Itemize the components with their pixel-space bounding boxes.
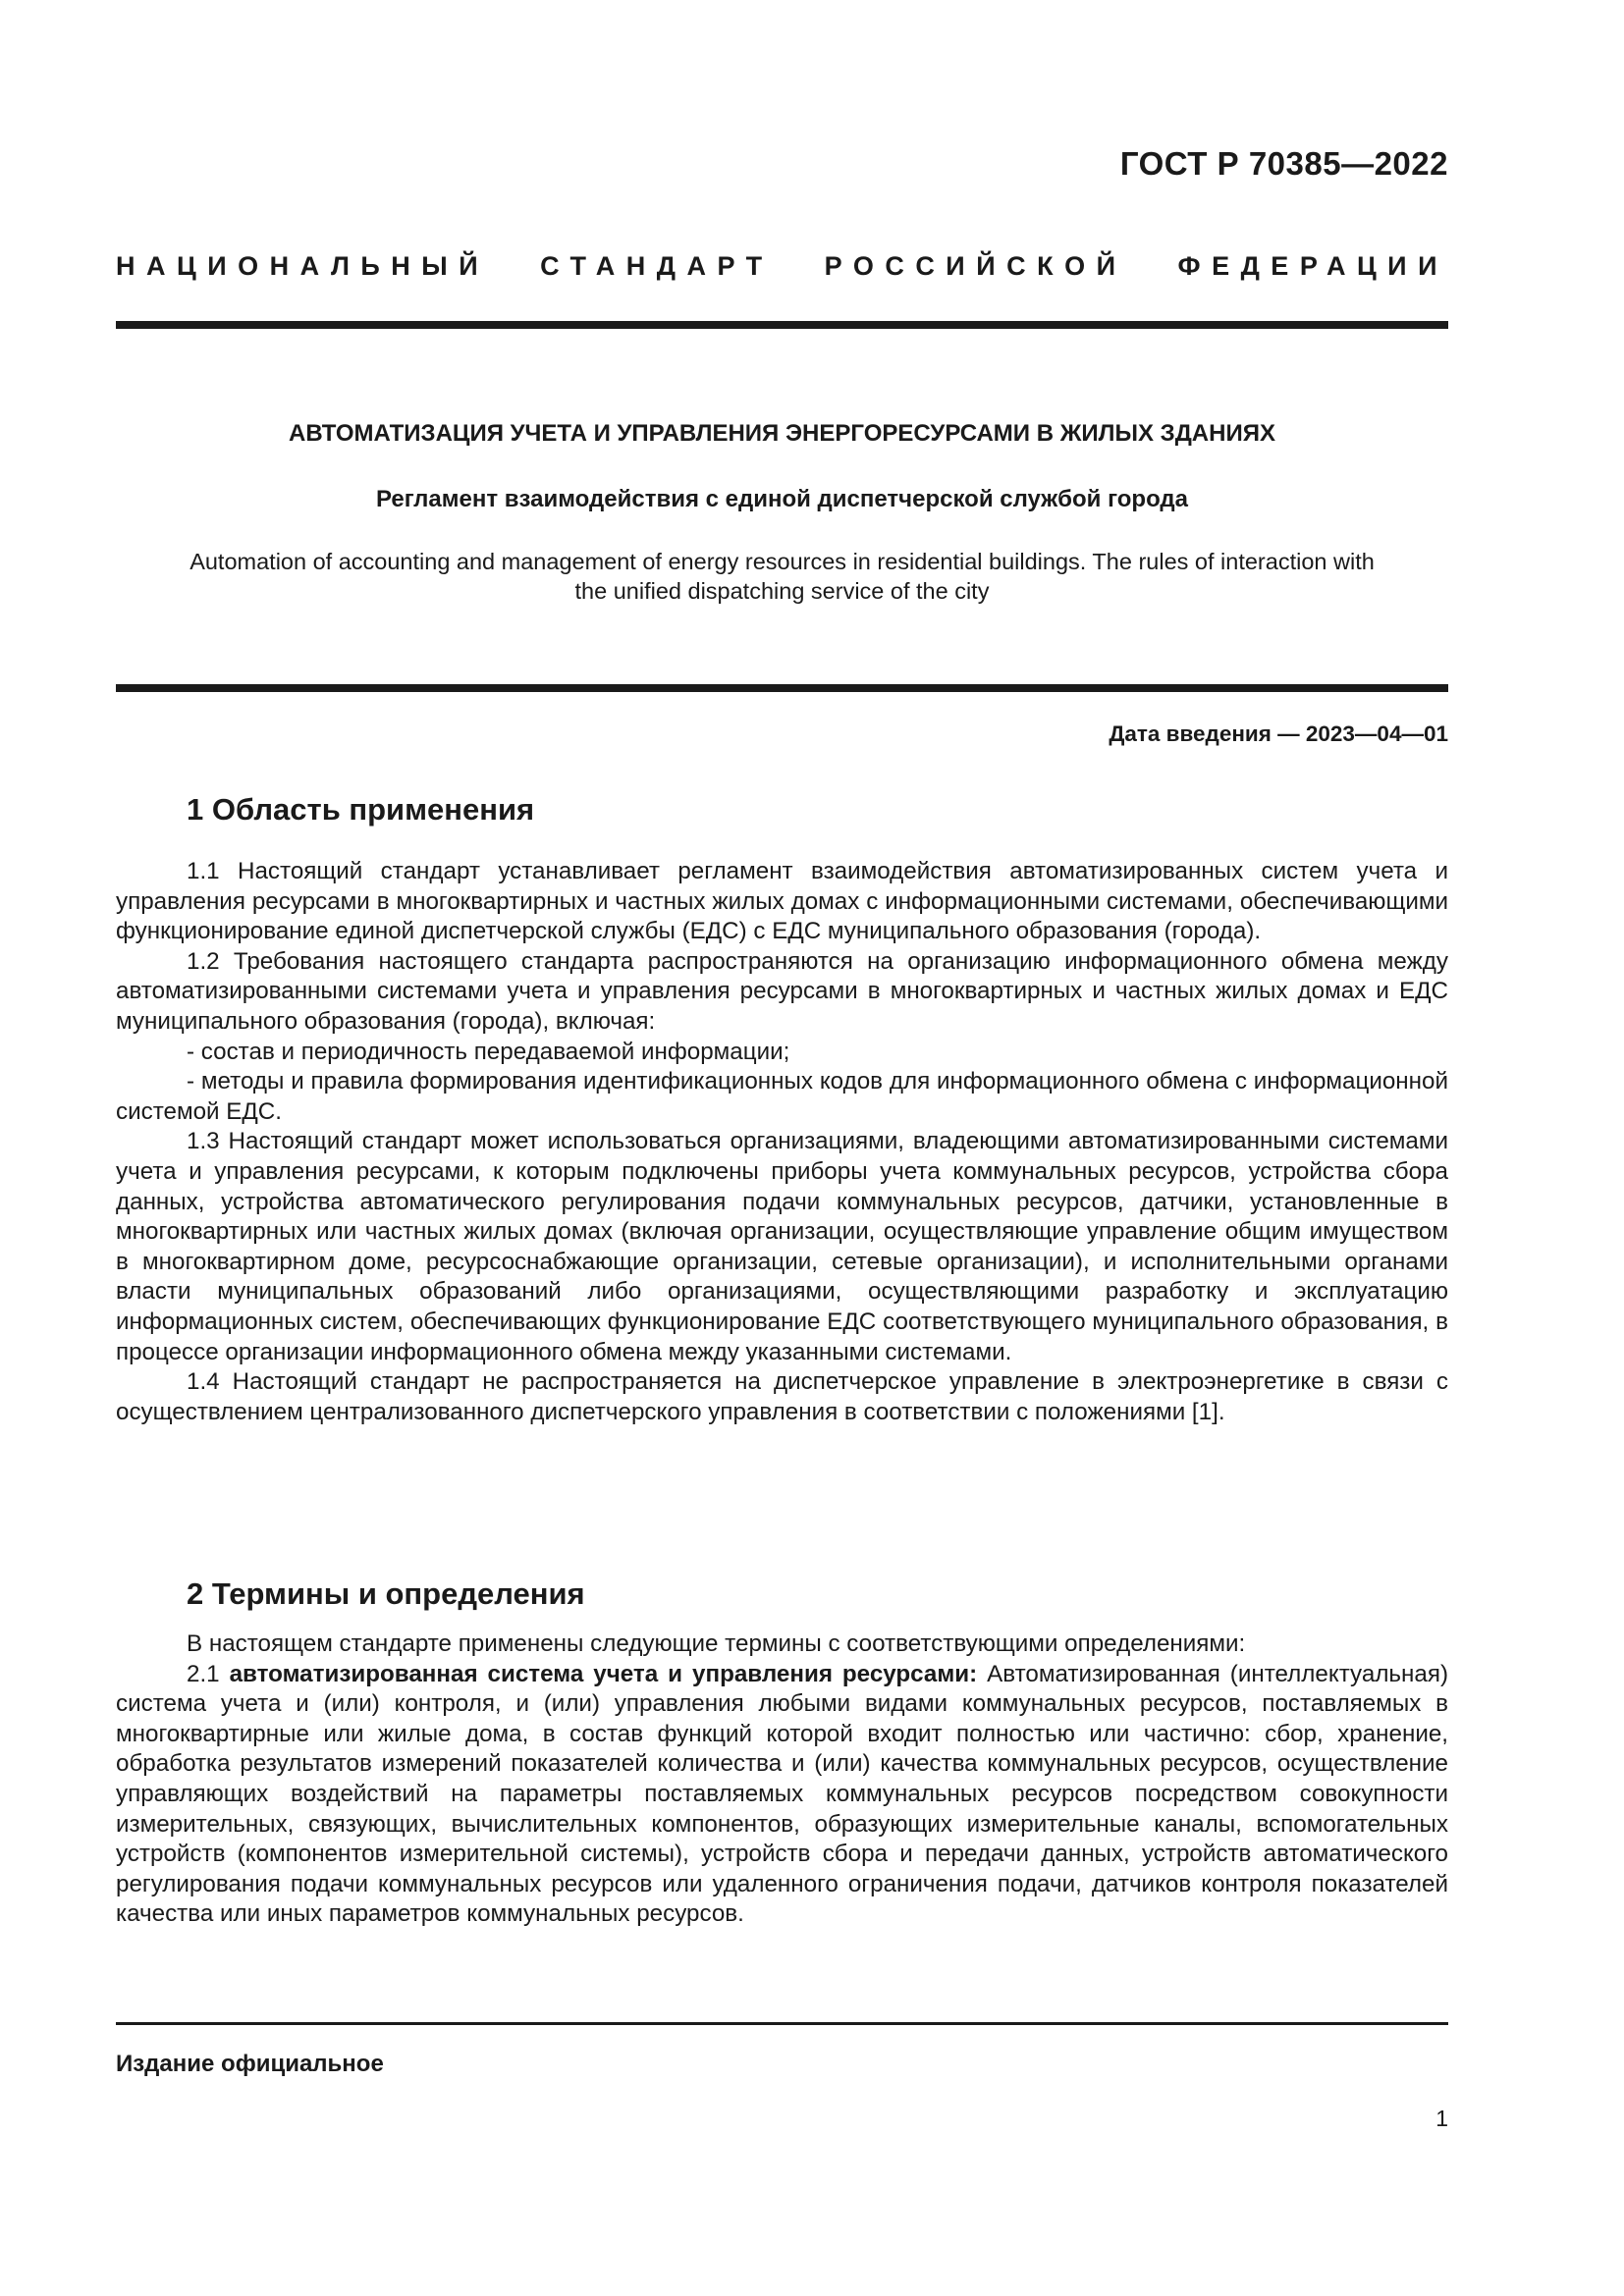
top-divider	[116, 321, 1448, 329]
clause-1-1: 1.1 Настоящий стандарт устанавливает регламент взаимодействия автоматизированных систем учета и управления ресурсами в многоквартирных и частных жилых домах с информационными системами, обеспечивающими функционирование единой диспетчерской службы (ЕДС) с ЕДС муниципального образования (города).	[116, 858, 1448, 945]
term-name: автоматизированная система учета и управления ресурсами:	[229, 1660, 978, 1687]
clause-1-2: 1.2 Требования настоящего стандарта распространяются на организацию информационного обмена между автоматизированными системами учета и управления ресурсами в многоквартирных и частных жилых домах и ЕДС муниципального образования (города), включая:	[116, 947, 1448, 1035]
section-heading-scope: 1 Область применения	[187, 792, 535, 827]
document-title: АВТОМАТИЗАЦИЯ УЧЕТА И УПРАВЛЕНИЯ ЭНЕРГОРЕСУРСАМИ В ЖИЛЫХ ЗДАНИЯХ	[289, 420, 1275, 447]
title-divider	[116, 684, 1448, 692]
document-title-english	[116, 547, 1448, 606]
gost-code: ГОСТ Р 70385—2022	[1119, 145, 1448, 182]
section-terms	[116, 1575, 1448, 1930]
clause-1-4: 1.4 Настоящий стандарт не распространяется на диспетчерское управление в электроэнергетике в связи с осуществлением централизованного диспетчерского управления в соответствии с положениями [1].	[116, 1368, 1448, 1425]
document-subtitle: Регламент взаимодействия с единой диспетчерской службой города	[375, 486, 1188, 512]
page-number: 1	[1435, 2106, 1448, 2131]
term-definition: Автоматизированная (интеллектуальная) система учета и (или) контроля, и (или) управления любыми видами коммунальных ресурсов, поставляемых в многоквартирные или жилые дома, в состав функций которой входит полностью или частично: сбор, хранение, обработка результатов измерений показателей количества и (или) качества коммунальных ресурсов, осуществление управляющих воздействий на параметры поставляемых коммунальных ресурсов посредством совокупности измерительных, связующих, вычислительных компонентов, образующих измерительные каналы, вспомогательных устройств (компонентов измерительной системы), устройств сбора и передачи данных, устройств автоматического регулирования подачи коммунальных ресурсов или удаленного ограничения подачи, датчиков контроля показателей качества или иных параметров коммунальных ресурсов.	[116, 1660, 1448, 1928]
english-title-line-1: Automation of accounting and management of energy resources in residential buildings. The rules of interaction with	[189, 549, 1375, 574]
english-title-line-2: the unified dispatching service of the city	[574, 578, 990, 604]
introduction-date: Дата введения — 2023—04—01	[1109, 721, 1448, 746]
term-number: 2.1	[187, 1660, 230, 1687]
terms-intro: В настоящем стандарте применены следующие термины с соответствующими определениями:	[187, 1630, 1246, 1657]
edition-label: Издание официальное	[116, 2051, 384, 2077]
clause-1-2-item-a: - состав и периодичность передаваемой информации;	[187, 1038, 790, 1065]
clause-2-1	[116, 1660, 1448, 1930]
clause-1-3: 1.3 Настоящий стандарт может использоваться организациями, владеющими автоматизированными системами учета и управления ресурсами, к которым подключены приборы учета коммунальных ресурсов, устройства сбора данных, устройства автоматического регулирования подачи коммунальных ресурсов, датчики, установленные в многоквартирных или частных жилых домах (включая организации, осуществляющие управление общим имуществом в многоквартирном доме, ресурсоснабжающие организации, сетевые организации), и исполнительными органами власти муниципальных образований либо организациями, осуществляющими разработку и эксплуатацию информационных систем, обеспечивающих функционирование ЕДС соответствующего муниципального образования, в процессе организации информационного обмена между указанными системами.	[116, 1128, 1448, 1365]
national-standard-banner: НАЦИОНАЛЬНЫЙ СТАНДАРТ РОССИЙСКОЙ ФЕДЕРАЦИИ	[116, 251, 1448, 281]
footer-divider	[116, 2022, 1448, 2025]
section-heading-terms: 2 Термины и определения	[187, 1576, 585, 1611]
section-scope	[116, 790, 1448, 1427]
clause-1-2-item-b: - методы и правила формирования идентификационных кодов для информационного обмена с информационной системой ЕДС.	[116, 1068, 1448, 1125]
